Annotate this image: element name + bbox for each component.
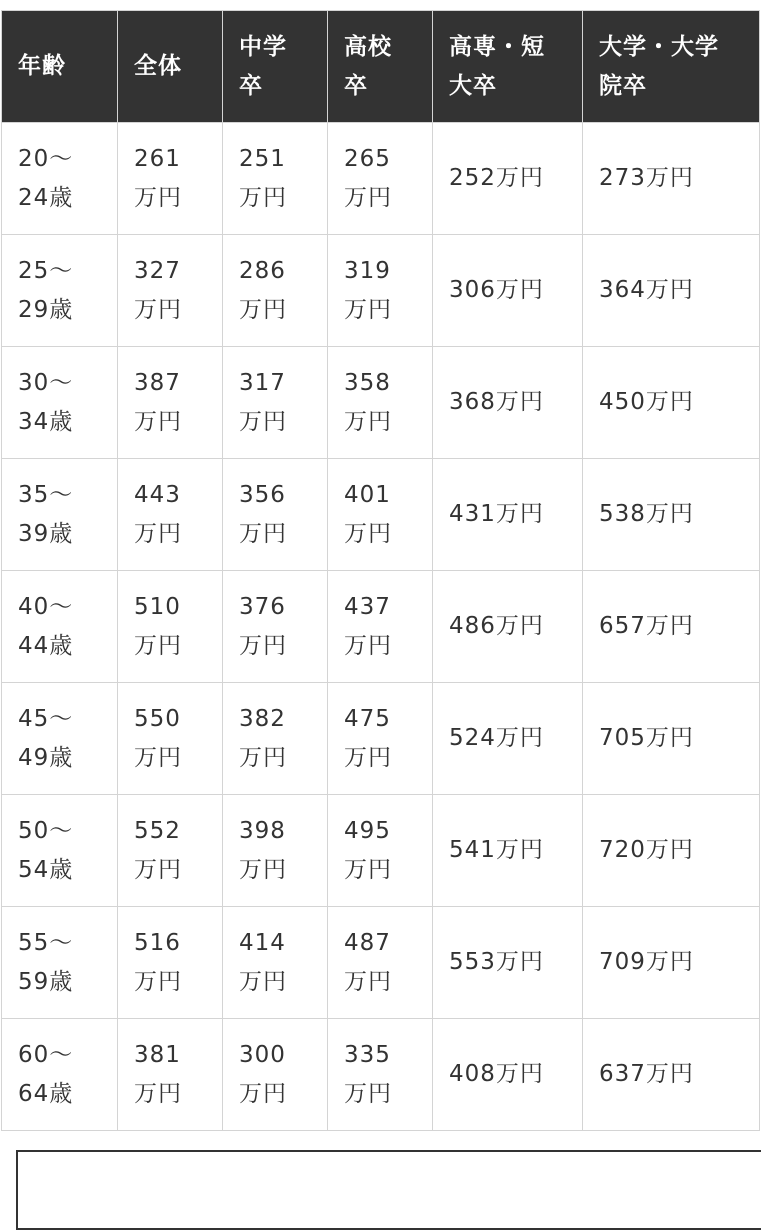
cell-all: 327 万円 [118,235,223,347]
table-row [2,795,760,907]
cell-age: 20～ 24歳 [2,123,118,235]
cell-university: 538万円 [583,459,760,571]
cell-age: 55～ 59歳 [2,907,118,1019]
cell-age: 25～ 29歳 [2,235,118,347]
cell-all: 550 万円 [118,683,223,795]
cell-college: 524万円 [433,683,583,795]
cell-high-school: 319 万円 [328,235,433,347]
cell-college: 408万円 [433,1019,583,1131]
cell-university: 709万円 [583,907,760,1019]
cell-all: 516 万円 [118,907,223,1019]
content-box [16,1150,761,1230]
header-age: 年齢 [2,11,118,123]
cell-university: 273万円 [583,123,760,235]
table-row [2,123,760,235]
cell-high-school: 475 万円 [328,683,433,795]
table-row [2,235,760,347]
cell-all: 261 万円 [118,123,223,235]
cell-high-school: 487 万円 [328,907,433,1019]
cell-college: 431万円 [433,459,583,571]
cell-junior-high: 251 万円 [223,123,328,235]
cell-junior-high: 376 万円 [223,571,328,683]
cell-all: 510 万円 [118,571,223,683]
cell-age: 50～ 54歳 [2,795,118,907]
cell-university: 450万円 [583,347,760,459]
cell-junior-high: 300 万円 [223,1019,328,1131]
salary-table [1,10,760,1131]
cell-college: 553万円 [433,907,583,1019]
cell-high-school: 401 万円 [328,459,433,571]
cell-high-school: 437 万円 [328,571,433,683]
table-row [2,347,760,459]
cell-university: 364万円 [583,235,760,347]
cell-age: 45～ 49歳 [2,683,118,795]
cell-college: 541万円 [433,795,583,907]
cell-high-school: 495 万円 [328,795,433,907]
cell-junior-high: 414 万円 [223,907,328,1019]
table-row [2,683,760,795]
cell-age: 60～ 64歳 [2,1019,118,1131]
cell-college: 368万円 [433,347,583,459]
cell-high-school: 335 万円 [328,1019,433,1131]
header-university: 大学・大学 院卒 [583,11,760,123]
cell-all: 552 万円 [118,795,223,907]
cell-junior-high: 382 万円 [223,683,328,795]
cell-college: 306万円 [433,235,583,347]
cell-high-school: 265 万円 [328,123,433,235]
cell-age: 35～ 39歳 [2,459,118,571]
cell-college: 252万円 [433,123,583,235]
cell-all: 381 万円 [118,1019,223,1131]
cell-age: 40～ 44歳 [2,571,118,683]
header-high-school: 高校 卒 [328,11,433,123]
table-row [2,571,760,683]
cell-junior-high: 356 万円 [223,459,328,571]
table-header-row [2,11,760,123]
cell-all: 387 万円 [118,347,223,459]
cell-high-school: 358 万円 [328,347,433,459]
cell-junior-high: 398 万円 [223,795,328,907]
cell-university: 720万円 [583,795,760,907]
header-junior-high: 中学 卒 [223,11,328,123]
table-row [2,459,760,571]
table-row [2,1019,760,1131]
header-all: 全体 [118,11,223,123]
cell-university: 637万円 [583,1019,760,1131]
cell-all: 443 万円 [118,459,223,571]
cell-age: 30～ 34歳 [2,347,118,459]
cell-junior-high: 286 万円 [223,235,328,347]
cell-junior-high: 317 万円 [223,347,328,459]
cell-university: 657万円 [583,571,760,683]
header-college: 高専・短 大卒 [433,11,583,123]
cell-college: 486万円 [433,571,583,683]
table-row [2,907,760,1019]
cell-university: 705万円 [583,683,760,795]
